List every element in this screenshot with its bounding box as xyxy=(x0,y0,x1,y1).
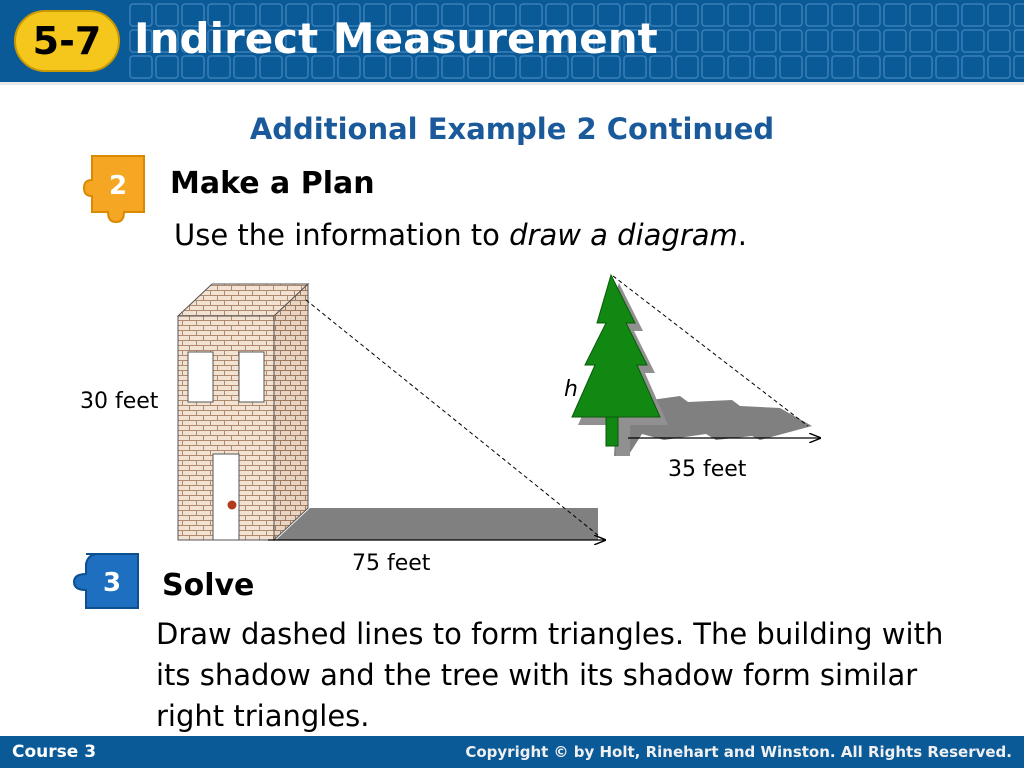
building-shadow xyxy=(276,508,598,540)
copyright-notice: Copyright © by Holt, Rinehart and Winston. All Rights Reserved. xyxy=(465,743,1012,761)
plan-text-before: Use the information to xyxy=(174,218,510,252)
building-window-left xyxy=(188,352,213,402)
plan-text-after: . xyxy=(737,218,747,252)
puzzle-step-3-icon xyxy=(70,552,144,612)
lesson-number-badge: 5-7 xyxy=(14,10,120,72)
tree-trunk xyxy=(606,417,618,446)
lesson-title: Indirect Measurement xyxy=(134,14,658,63)
building-door xyxy=(213,454,239,540)
building-door-knob xyxy=(228,501,237,510)
step-3-title: Solve xyxy=(162,568,255,603)
tree-height-label: h xyxy=(564,377,578,402)
building-height-label: 30 feet xyxy=(80,389,159,414)
building-dashed-line xyxy=(306,300,604,540)
building-shadow-label: 75 feet xyxy=(352,551,431,576)
building-window-right xyxy=(239,352,264,402)
tree-shadow-label: 35 feet xyxy=(668,457,747,482)
plan-text-italic: draw a diagram xyxy=(509,218,738,252)
step-2-title: Make a Plan xyxy=(170,166,375,201)
step-3-number: 3 xyxy=(102,568,122,598)
step-2-number: 2 xyxy=(108,171,128,201)
course-label: Course 3 xyxy=(12,742,97,762)
footer-bar xyxy=(0,736,1024,768)
building-side xyxy=(274,284,308,540)
solve-explanation: Draw dashed lines to form triangles. The building with its shadow and the tree with its shadow form similar right triangles. xyxy=(156,617,944,733)
example-subtitle: Additional Example 2 Continued xyxy=(249,112,775,146)
